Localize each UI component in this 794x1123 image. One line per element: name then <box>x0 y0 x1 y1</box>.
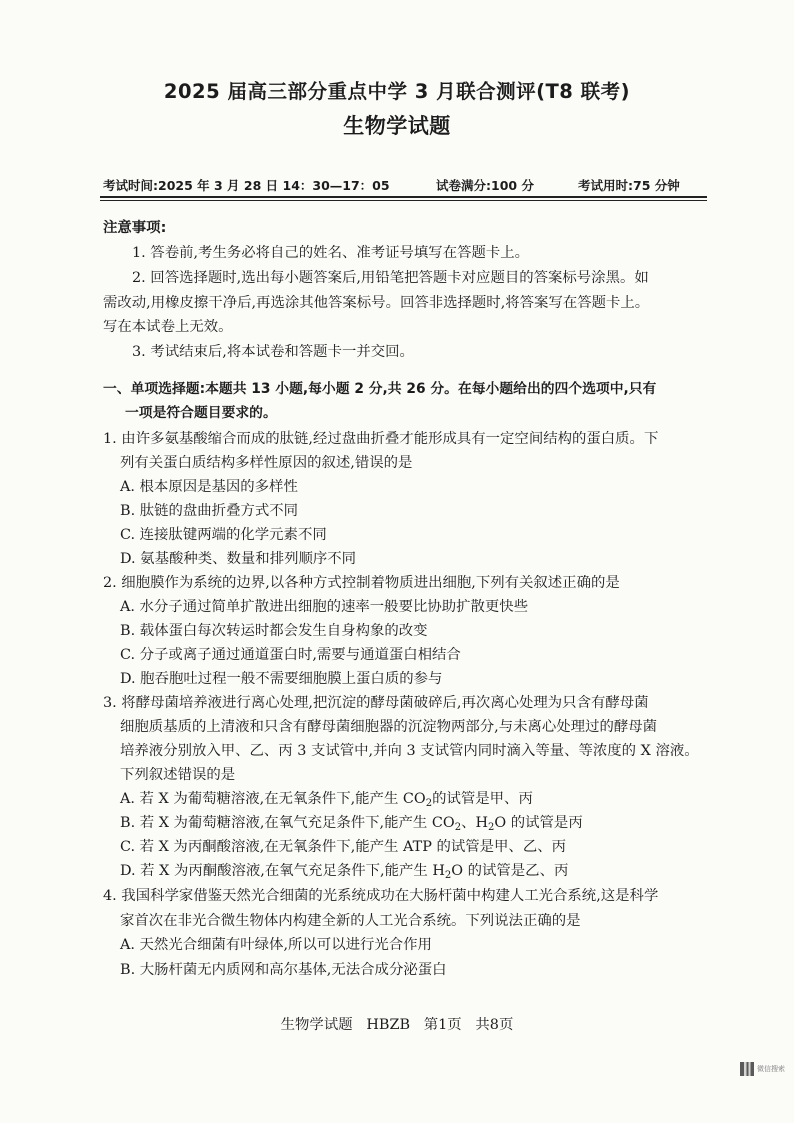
qr-label: 微信搜索 <box>757 1065 785 1073</box>
question-3-option-b: B. 若 X 为葡萄糖溶液,在氧气充足条件下,能产生 $CO_2$、$H_2O$ 的试管是丙 <box>120 815 583 833</box>
question-4-stem-cont: 家首次在非光合微生物体内构建全新的人工光合系统。下列说法正确的是 <box>120 913 581 929</box>
qr-code-icon <box>740 1062 754 1076</box>
question-2-option-a: A. 水分子通过简单扩散进出细胞的速率一般要比协助扩散更快些 <box>120 599 529 615</box>
full-score: 试卷满分:100 分 <box>436 178 534 193</box>
exam-time: 考试时间:2025 年 3 月 28 日 14：30—17：05 <box>103 178 390 193</box>
question-4-stem: 4. 我国科学家借鉴天然光合细菌的光系统成功在大肠杆菌中构建人工光合系统,这是科学 <box>103 888 659 904</box>
question-2-option-b: B. 载体蛋白每次转运时都会发生自身构象的改变 <box>120 623 428 639</box>
notice-heading: 注意事项: <box>103 220 167 236</box>
question-3-stem-cont-1: 细胞质基质的上清液和只含有酵母菌细胞器的沉淀物两部分,与未离心处理过的酵母菌 <box>120 719 658 735</box>
question-2-stem: 2. 细胞膜作为系统的边界,以各种方式控制着物质进出细胞,下列有关叙述正确的是 <box>103 575 620 591</box>
question-1-option-c: C. 连接肽键两端的化学元素不同 <box>120 527 327 543</box>
question-4-option-b: B. 大肠杆菌无内质网和高尔基体,无法合成分泌蛋白 <box>120 962 447 978</box>
notice-item-2: 2. 回答选择题时,选出每小题答案后,用铅笔把答题卡对应题目的答案标号涂黑。如 <box>132 270 649 286</box>
question-2-option-d: D. 胞吞胞吐过程一般不需要细胞膜上蛋白质的参与 <box>120 671 443 687</box>
notice-item-3: 3. 考试结束后,将本试卷和答题卡一并交回。 <box>132 344 414 360</box>
section-header: 一、单项选择题:本题共 13 小题,每小题 2 分,共 26 分。在每小题给出的四个选项中,只有 <box>103 381 657 397</box>
question-1-option-b: B. 肽链的盘曲折叠方式不同 <box>120 503 299 519</box>
question-1-option-d: D. 氨基酸种类、数量和排列顺序不同 <box>120 551 357 567</box>
question-1-stem-cont: 列有关蛋白质结构多样性原因的叙述,错误的是 <box>120 455 413 471</box>
exam-subtitle: 生物学试题 <box>343 114 451 138</box>
question-3-stem: 3. 将酵母菌培养液进行离心处理,把沉淀的酵母菌破碎后,再次离心处理为只含有酵母菌 <box>103 695 649 711</box>
notice-item-2-end: 写在本试卷上无效。 <box>103 319 233 335</box>
header-rule-thin <box>100 200 707 201</box>
question-2-option-c: C. 分子或离子通过通道蛋白时,需要与通道蛋白相结合 <box>120 647 461 663</box>
question-1-option-a: A. 根本原因是基因的多样性 <box>120 479 298 495</box>
exam-duration: 考试用时:75 分钟 <box>578 178 680 193</box>
notice-item-1: 1. 答卷前,考生务必将自己的姓名、准考证号填写在答题卡上。 <box>132 245 530 261</box>
exam-title: 2025 届高三部分重点中学 3 月联合测评(T8 联考) <box>163 80 631 103</box>
question-3-option-c: C. 若 X 为丙酮酸溶液,在无氧条件下,能产生 ATP 的试管是甲、乙、丙 <box>120 839 566 855</box>
question-3-stem-cont-2: 培养液分别放入甲、乙、丙 3 支试管中,并向 3 支试管内同时滴入等量、等浓度的 X 溶液。 <box>120 743 699 759</box>
question-3-stem-cont-3: 下列叙述错误的是 <box>120 767 236 783</box>
section-header-cont: 一项是符合题目要求的。 <box>125 405 277 421</box>
question-3-option-d: D. 若 X 为丙酮酸溶液,在氧气充足条件下,能产生 $H_2O$ 的试管是乙、丙 <box>120 863 569 881</box>
notice-item-2-cont: 需改动,用橡皮擦干净后,再选涂其他答案标号。回答非选择题时,将答案写在答题卡上。 <box>103 295 650 311</box>
question-3-option-a: A. 若 X 为葡萄糖溶液,在无氧条件下,能产生 $CO_2$的试管是甲、丙 <box>120 791 533 809</box>
question-4-option-a: A. 天然光合细菌有叶绿体,所以可以进行光合作用 <box>120 937 432 953</box>
header-rule-thick <box>100 196 707 198</box>
page-footer: 生物学试题 HBZB 第1页 共8页 <box>280 1017 514 1033</box>
question-1-stem: 1. 由许多氨基酸缩合而成的肽链,经过盘曲折叠才能形成具有一定空间结构的蛋白质。下 <box>103 431 659 447</box>
